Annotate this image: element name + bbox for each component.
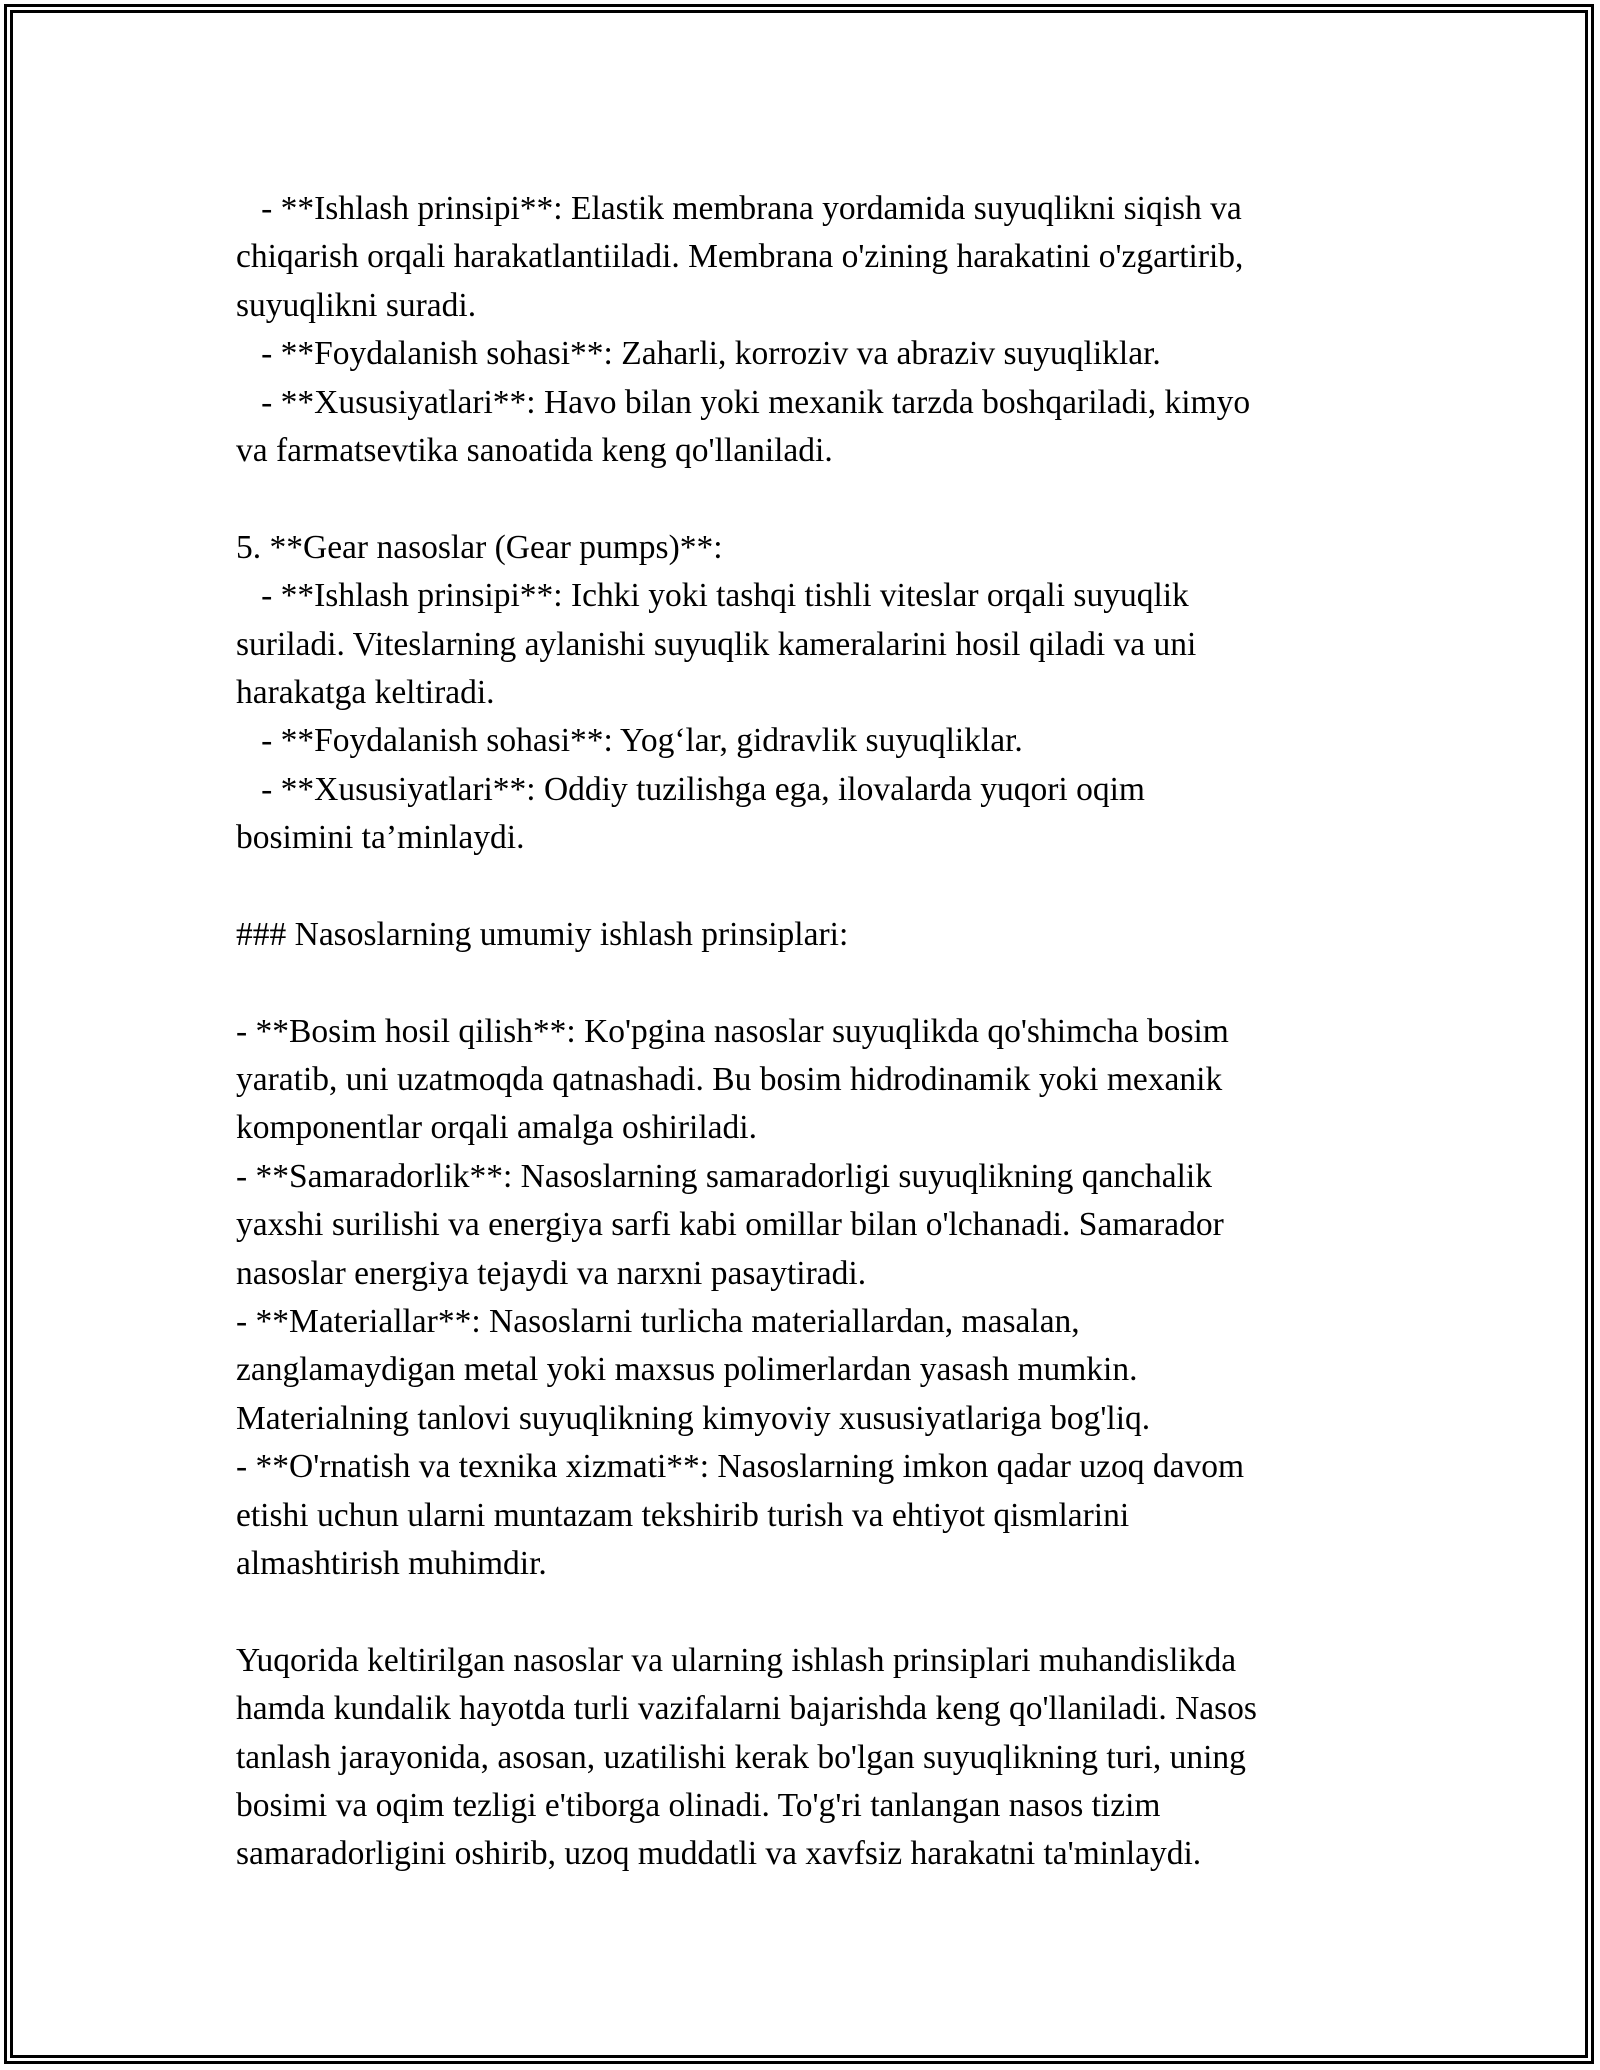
text-line: 5. **Gear nasoslar (Gear pumps)**:: [236, 528, 723, 566]
text-line: bosimi va oqim tezligi e'tiborga olinadi. To'g'ri tanlangan nasos tizim: [236, 1786, 1161, 1824]
blank-line: [236, 959, 1366, 1007]
text-line: - **O'rnatish va texnika xizmati**: Nasoslarning imkon qadar uzoq davom: [236, 1448, 1245, 1486]
blank-line: [236, 862, 1366, 910]
text-line: - **Foydalanish sohasi**: Yog‘lar, gidravlik suyuqliklar.: [236, 722, 1023, 760]
text-line: - **Xususiyatlari**: Havo bilan yoki mexanik tarzda boshqariladi, kimyo: [236, 383, 1251, 421]
text-line: - **Ishlash prinsipi**: Elastik membrana yordamida suyuqlikni siqish va: [236, 190, 1242, 227]
text-line: suyuqlikni suradi.: [236, 286, 477, 324]
blank-line: [236, 475, 1366, 523]
text-line: suriladi. Viteslarning aylanishi suyuqlik kameralarini hosil qiladi va uni: [236, 625, 1197, 663]
text-line: va farmatsevtika sanoatida keng qo'llaniladi.: [236, 431, 833, 469]
text-line: - **Xususiyatlari**: Oddiy tuzilishga ega, ilovalarda yuqori oqim: [236, 770, 1145, 808]
text-line: chiqarish orqali harakatlantiiladi. Membrana o'zining harakatini o'zgartirib,: [236, 238, 1244, 276]
text-line: - **Materiallar**: Nasoslarni turlicha materiallardan, masalan,: [236, 1302, 1080, 1340]
text-line: tanlash jarayonida, asosan, uzatilishi kerak bo'lgan suyuqlikning turi, uning: [236, 1738, 1246, 1776]
text-line: - **Ishlash prinsipi**: Ichki yoki tashqi tishli viteslar orqali suyuqlik: [236, 577, 1189, 615]
text-line: yaratib, uni uzatmoqda qatnashadi. Bu bosim hidrodinamik yoki mexanik: [236, 1061, 1223, 1099]
text-line: yaxshi surilishi va energiya sarfi kabi omillar bilan o'lchanadi. Samarador: [236, 1206, 1224, 1244]
text-line: - **Samaradorlik**: Nasoslarning samaradorligi suyuqlikning qanchalik: [236, 1157, 1212, 1195]
text-line: etishi uchun ularni muntazam tekshirib turish va ehtiyot qismlarini: [236, 1496, 1130, 1534]
text-line: komponentlar orqali amalga oshiriladi.: [236, 1109, 757, 1147]
text-line: nasoslar energiya tejaydi va narxni pasaytiradi.: [236, 1254, 867, 1292]
text-line: harakatga keltiradi.: [236, 673, 495, 711]
text-line: - **Bosim hosil qilish**: Ko'pgina nasoslar suyuqlikda qo'shimcha bosim: [236, 1012, 1229, 1050]
text-line: Yuqorida keltirilgan nasoslar va ularning ishlash prinsiplari muhandislikda: [236, 1641, 1237, 1679]
text-line: ### Nasoslarning umumiy ishlash prinsiplari:: [236, 915, 849, 953]
text-line: samaradorligini oshirib, uzoq muddatli va xavfsiz harakatni ta'minlaydi.: [236, 1835, 1202, 1873]
text-line: hamda kundalik hayotda turli vazifalarni bajarishda keng qo'llaniladi. Nasos: [236, 1690, 1257, 1728]
blank-line: [236, 1588, 1366, 1636]
text-line: bosimini ta’minlaydi.: [236, 819, 525, 857]
document-body: [236, 185, 1366, 1879]
text-line: - **Foydalanish sohasi**: Zaharli, korroziv va abraziv suyuqliklar.: [236, 335, 1161, 373]
text-line: almashtirish muhimdir.: [236, 1544, 547, 1582]
text-line: zanglamaydigan metal yoki maxsus polimerlardan yasash mumkin.: [236, 1351, 1138, 1389]
text-line: Materialning tanlovi suyuqlikning kimyoviy xususiyatlariga bog'liq.: [236, 1399, 1151, 1437]
